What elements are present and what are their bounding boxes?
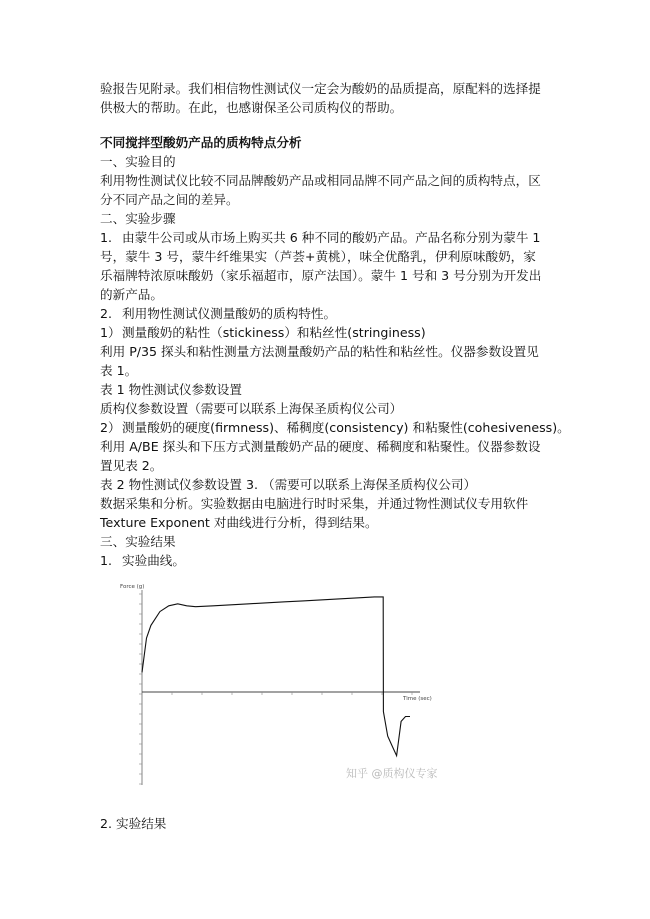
table-caption: 表 2 物性测试仪参数设置 3. （需要可以联系上海保圣质构仪公司） — [100, 477, 477, 492]
force-curve — [142, 597, 410, 756]
paragraph-line: 的新产品。 — [100, 287, 163, 302]
substep-number: 2） — [100, 420, 121, 435]
substep-2-line — [100, 418, 570, 437]
paragraph-line: 数据采集和分析。实验数据由电脑进行时时采集，并通过物性测试仪专用软件 — [100, 496, 529, 511]
y-axis-label: Force (g) — [120, 584, 145, 590]
step-text: 利用物性测试仪测量酸奶的质构特性。 — [122, 306, 337, 321]
paragraph-line: 表 1。 — [100, 363, 138, 378]
y-ticks — [139, 594, 142, 784]
result-text: 实验曲线。 — [122, 553, 185, 568]
heading: 二、实验步骤 — [100, 211, 176, 226]
watermark: 知乎 @质构仪专家 — [346, 767, 438, 780]
paragraph-line: 利用 P/35 探头和粘性测量方法测量酸奶产品的粘性和粘丝性。仪器参数设置见 — [100, 344, 539, 359]
paragraph-line: Texture Exponent 对曲线进行分析，得到结果。 — [100, 515, 378, 530]
table-caption: 表 1 物性测试仪参数设置 — [100, 382, 242, 397]
paragraph-line: 利用物性测试仪比较不同品牌酸奶产品或相同品牌不同产品之间的质构特点，区 — [100, 173, 541, 188]
x-axis-label: Time (sec) — [403, 696, 432, 702]
step-number: 2. — [100, 306, 113, 321]
paragraph-line: 分不同产品之间的差异。 — [100, 192, 239, 207]
substep-text: 测量酸奶的粘性（stickiness）和粘丝性(stringiness) — [122, 325, 426, 340]
substep-number: 1） — [100, 325, 121, 340]
step-1-line — [100, 228, 540, 247]
paragraph-line: 验报告见附录。我们相信物性测试仪一定会为酸奶的品质提高，原配料的选择提 — [100, 81, 541, 96]
paragraph-line: 质构仪参数设置（需要可以联系上海保圣质构仪公司） — [100, 401, 403, 416]
paragraph-line: 置见表 2。 — [100, 458, 163, 473]
heading: 一、实验目的 — [100, 154, 176, 169]
heading: 三、实验结果 — [100, 534, 176, 549]
step-number: 1. — [100, 230, 113, 245]
paragraph-line: 供极大的帮助。在此，也感谢保圣公司质构仪的帮助。 — [100, 100, 403, 115]
result-1-line — [100, 551, 185, 570]
substep-1-line — [100, 323, 426, 342]
substep-text: 测量酸奶的硬度(firmness)、稀稠度(consistency) 和粘聚性(cohesiveness)。 — [122, 420, 570, 435]
paragraph-line: 乐福牌特浓原味酸奶（家乐福超市，原产法国）。蒙牛 1 号和 3 号分别为开发出 — [100, 268, 542, 283]
step-text: 由蒙牛公司或从市场上购买共 6 种不同的酸奶产品。产品名称分别为蒙牛 1 — [122, 230, 541, 245]
section-title: 不同搅拌型酸奶产品的质构特点分析 — [100, 135, 302, 150]
paragraph-line: 利用 A/BE 探头和下压方式测量酸奶产品的硬度、稀稠度和粘聚性。仪器参数设 — [100, 439, 541, 454]
result-2-line: 2. 实验结果 — [100, 816, 167, 831]
paragraph-line: 号，蒙牛 3 号，蒙牛纤维果实（芦荟+黄桃），味全优酪乳，伊利原味酸奶，家 — [100, 249, 536, 264]
result-number: 1. — [100, 553, 113, 568]
step-2-line — [100, 304, 336, 323]
